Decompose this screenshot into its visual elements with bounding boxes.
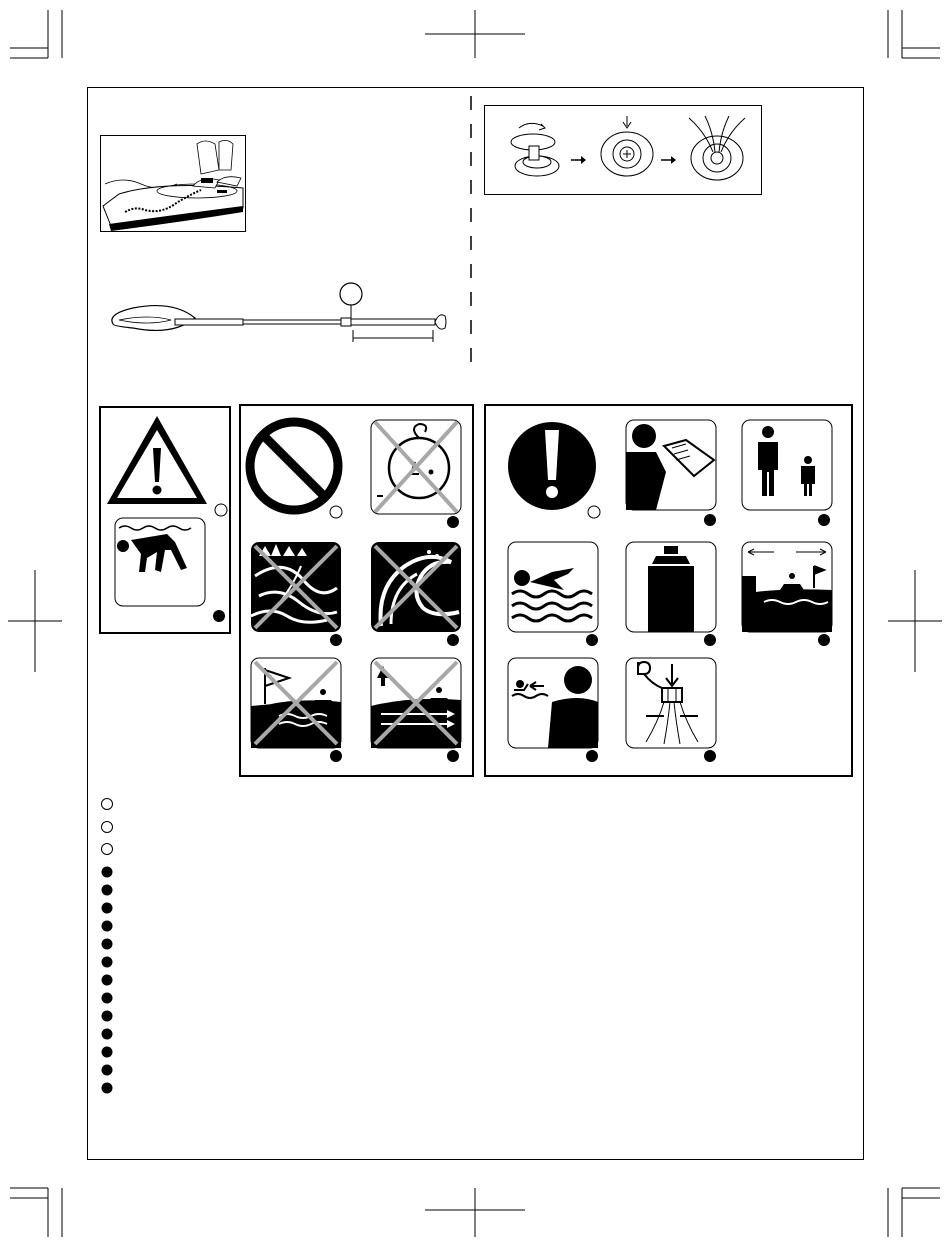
no-offshore-wind-icon <box>251 658 341 748</box>
stay-near-shore-icon <box>742 542 832 632</box>
no-current-icon <box>371 658 461 748</box>
no-river-rapids-icon <box>251 542 341 632</box>
dashed-divider <box>466 96 476 376</box>
weight-limit-icon <box>626 542 716 632</box>
prohibited-panel <box>239 404 474 777</box>
warning-triangle-icon <box>107 416 207 504</box>
mandatory-action-icon <box>508 422 596 510</box>
paddle-illustration <box>105 282 450 347</box>
leash-illustration <box>100 135 246 232</box>
valve-icon <box>626 658 716 748</box>
warning-panel <box>99 406 231 634</box>
rescue-icon <box>508 658 598 748</box>
read-manual-icon <box>626 420 716 510</box>
valve-illustration <box>484 105 762 195</box>
mandatory-panel <box>484 404 853 777</box>
no-children-icon <box>371 420 461 514</box>
swimming-ability-icon <box>508 542 598 632</box>
legend-markers <box>100 796 120 1096</box>
no-diving-icon <box>115 518 205 606</box>
prohibition-icon <box>250 422 338 510</box>
no-big-waves-icon <box>371 542 461 632</box>
adult-supervision-icon <box>742 420 832 510</box>
